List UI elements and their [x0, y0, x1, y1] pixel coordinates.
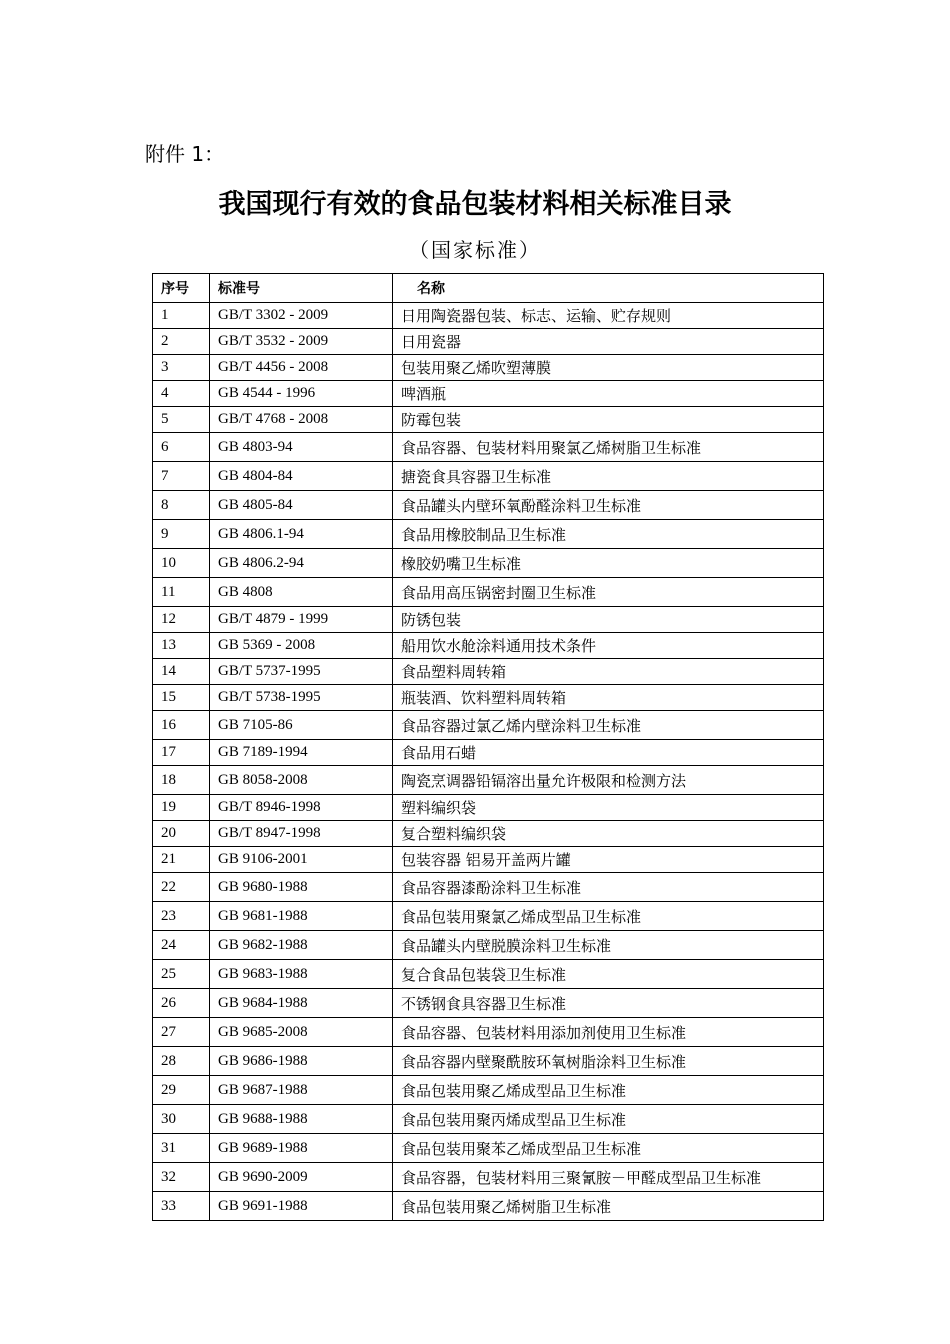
row-index: 9: [153, 520, 210, 549]
table-row: [153, 355, 824, 381]
row-index: 5: [153, 407, 210, 433]
row-index: 14: [153, 659, 210, 685]
row-name: 食品用橡胶制品卫生标准: [393, 520, 824, 549]
row-index: 23: [153, 902, 210, 931]
table-row: [153, 1134, 824, 1163]
table-row: [153, 549, 824, 578]
table-row: [153, 821, 824, 847]
row-standard-number: GB 7105-86: [210, 711, 393, 740]
row-name: 食品塑料周转箱: [393, 659, 824, 685]
row-name: 食品罐头内壁环氧酚醛涂料卫生标准: [393, 491, 824, 520]
table-row: [153, 1192, 824, 1221]
document-title: 我国现行有效的食品包装材料相关标准目录: [218, 189, 732, 220]
row-name: 塑料编织袋: [393, 795, 824, 821]
row-name: 包装用聚乙烯吹塑薄膜: [393, 355, 824, 381]
table-row: [153, 578, 824, 607]
row-index: 15: [153, 685, 210, 711]
row-index: 13: [153, 633, 210, 659]
table-row: [153, 960, 824, 989]
row-index: 18: [153, 766, 210, 795]
row-name: 食品包装用聚乙烯成型品卫生标准: [393, 1076, 824, 1105]
table-row: [153, 1163, 824, 1192]
table-row: [153, 1076, 824, 1105]
row-index: 12: [153, 607, 210, 633]
row-index: 22: [153, 873, 210, 902]
row-standard-number: GB/T 4768 - 2008: [210, 407, 393, 433]
row-name: 食品包装用聚丙烯成型品卫生标准: [393, 1105, 824, 1134]
table-row: [153, 711, 824, 740]
table-row: [153, 902, 824, 931]
row-standard-number: GB 5369 - 2008: [210, 633, 393, 659]
table-row: [153, 989, 824, 1018]
row-standard-number: GB 7189-1994: [210, 740, 393, 766]
row-standard-number: GB 9689-1988: [210, 1134, 393, 1163]
row-name: 食品包装用聚氯乙烯成型品卫生标准: [393, 902, 824, 931]
row-name: 日用陶瓷器包装、标志、运输、贮存规则: [393, 303, 824, 329]
row-name: 食品容器、包装材料用聚氯乙烯树脂卫生标准: [393, 433, 824, 462]
row-index: 32: [153, 1163, 210, 1192]
row-name: 瓶装酒、饮料塑料周转箱: [393, 685, 824, 711]
row-standard-number: GB 9687-1988: [210, 1076, 393, 1105]
row-index: 3: [153, 355, 210, 381]
row-standard-number: GB/T 4456 - 2008: [210, 355, 393, 381]
row-standard-number: GB 4804-84: [210, 462, 393, 491]
row-index: 10: [153, 549, 210, 578]
row-standard-number: GB 9685-2008: [210, 1018, 393, 1047]
row-index: 8: [153, 491, 210, 520]
row-standard-number: GB 9682-1988: [210, 931, 393, 960]
row-index: 4: [153, 381, 210, 407]
row-standard-number: GB 9691-1988: [210, 1192, 393, 1221]
table-row: [153, 381, 824, 407]
row-index: 16: [153, 711, 210, 740]
row-name: 防锈包装: [393, 607, 824, 633]
row-name: 搪瓷食具容器卫生标准: [393, 462, 824, 491]
row-index: 11: [153, 578, 210, 607]
table-row: [153, 462, 824, 491]
row-standard-number: GB 4806.2-94: [210, 549, 393, 578]
header-index: 序号: [153, 274, 210, 303]
row-standard-number: GB/T 8947-1998: [210, 821, 393, 847]
row-index: 2: [153, 329, 210, 355]
row-index: 24: [153, 931, 210, 960]
row-index: 25: [153, 960, 210, 989]
header-name: 名称: [393, 274, 824, 303]
row-name: 陶瓷烹调器铅镉溶出量允许极限和检测方法: [393, 766, 824, 795]
table-row: [153, 659, 824, 685]
standards-table: [152, 273, 824, 1221]
table-row: [153, 1105, 824, 1134]
table-row: [153, 1047, 824, 1076]
table-row: [153, 873, 824, 902]
row-name: 不锈钢食具容器卫生标准: [393, 989, 824, 1018]
table-row: [153, 740, 824, 766]
row-standard-number: GB 9680-1988: [210, 873, 393, 902]
row-name: 食品罐头内壁脱膜涂料卫生标准: [393, 931, 824, 960]
row-standard-number: GB 9106-2001: [210, 847, 393, 873]
row-standard-number: GB 9684-1988: [210, 989, 393, 1018]
row-standard-number: GB/T 5738-1995: [210, 685, 393, 711]
row-standard-number: GB/T 3302 - 2009: [210, 303, 393, 329]
row-standard-number: GB 9688-1988: [210, 1105, 393, 1134]
row-name: 食品容器过氯乙烯内壁涂料卫生标准: [393, 711, 824, 740]
row-standard-number: GB/T 5737-1995: [210, 659, 393, 685]
table-row: [153, 303, 824, 329]
document-subtitle: （国家标准）: [409, 238, 541, 262]
row-standard-number: GB 9686-1988: [210, 1047, 393, 1076]
row-index: 19: [153, 795, 210, 821]
row-name: 食品容器，包装材料用三聚氰胺－甲醛成型品卫生标准: [393, 1163, 824, 1192]
row-index: 7: [153, 462, 210, 491]
row-standard-number: GB 4808: [210, 578, 393, 607]
row-standard-number: GB 9683-1988: [210, 960, 393, 989]
row-standard-number: GB 4806.1-94: [210, 520, 393, 549]
table-row: [153, 433, 824, 462]
row-index: 33: [153, 1192, 210, 1221]
table-row: [153, 407, 824, 433]
row-index: 17: [153, 740, 210, 766]
row-name: 食品容器漆酚涂料卫生标准: [393, 873, 824, 902]
row-standard-number: GB 9690-2009: [210, 1163, 393, 1192]
row-index: 30: [153, 1105, 210, 1134]
row-standard-number: GB/T 3532 - 2009: [210, 329, 393, 355]
table-row: [153, 847, 824, 873]
table-row: [153, 685, 824, 711]
row-standard-number: GB/T 4879 - 1999: [210, 607, 393, 633]
row-index: 26: [153, 989, 210, 1018]
row-standard-number: GB 4803-94: [210, 433, 393, 462]
row-index: 21: [153, 847, 210, 873]
table-row: [153, 329, 824, 355]
row-index: 27: [153, 1018, 210, 1047]
table-row: [153, 607, 824, 633]
row-name: 食品容器内壁聚酰胺环氧树脂涂料卫生标准: [393, 1047, 824, 1076]
row-standard-number: GB 9681-1988: [210, 902, 393, 931]
row-index: 28: [153, 1047, 210, 1076]
row-name: 防霉包装: [393, 407, 824, 433]
row-name: 食品包装用聚苯乙烯成型品卫生标准: [393, 1134, 824, 1163]
row-name: 船用饮水舱涂料通用技术条件: [393, 633, 824, 659]
table-row: [153, 491, 824, 520]
row-standard-number: GB 4805-84: [210, 491, 393, 520]
row-standard-number: GB/T 8946-1998: [210, 795, 393, 821]
table-row: [153, 795, 824, 821]
row-index: 20: [153, 821, 210, 847]
row-standard-number: GB 4544 - 1996: [210, 381, 393, 407]
table-header-row: [153, 274, 824, 303]
attachment-label: 附件 1：: [145, 142, 225, 166]
row-index: 1: [153, 303, 210, 329]
header-standard-number: 标准号: [210, 274, 393, 303]
row-index: 31: [153, 1134, 210, 1163]
row-name: 日用瓷器: [393, 329, 824, 355]
table-row: [153, 633, 824, 659]
row-index: 29: [153, 1076, 210, 1105]
table-body: [153, 303, 824, 1221]
row-name: 食品容器、包装材料用添加剂使用卫生标准: [393, 1018, 824, 1047]
row-name: 食品用高压锅密封圈卫生标准: [393, 578, 824, 607]
table-row: [153, 1018, 824, 1047]
row-name: 复合塑料编织袋: [393, 821, 824, 847]
row-name: 食品用石蜡: [393, 740, 824, 766]
row-standard-number: GB 8058-2008: [210, 766, 393, 795]
row-name: 食品包装用聚乙烯树脂卫生标准: [393, 1192, 824, 1221]
row-name: 啤酒瓶: [393, 381, 824, 407]
table-row: [153, 520, 824, 549]
row-name: 复合食品包装袋卫生标准: [393, 960, 824, 989]
table-row: [153, 931, 824, 960]
table-row: [153, 766, 824, 795]
row-index: 6: [153, 433, 210, 462]
row-name: 橡胶奶嘴卫生标准: [393, 549, 824, 578]
row-name: 包装容器 铝易开盖两片罐: [393, 847, 824, 873]
